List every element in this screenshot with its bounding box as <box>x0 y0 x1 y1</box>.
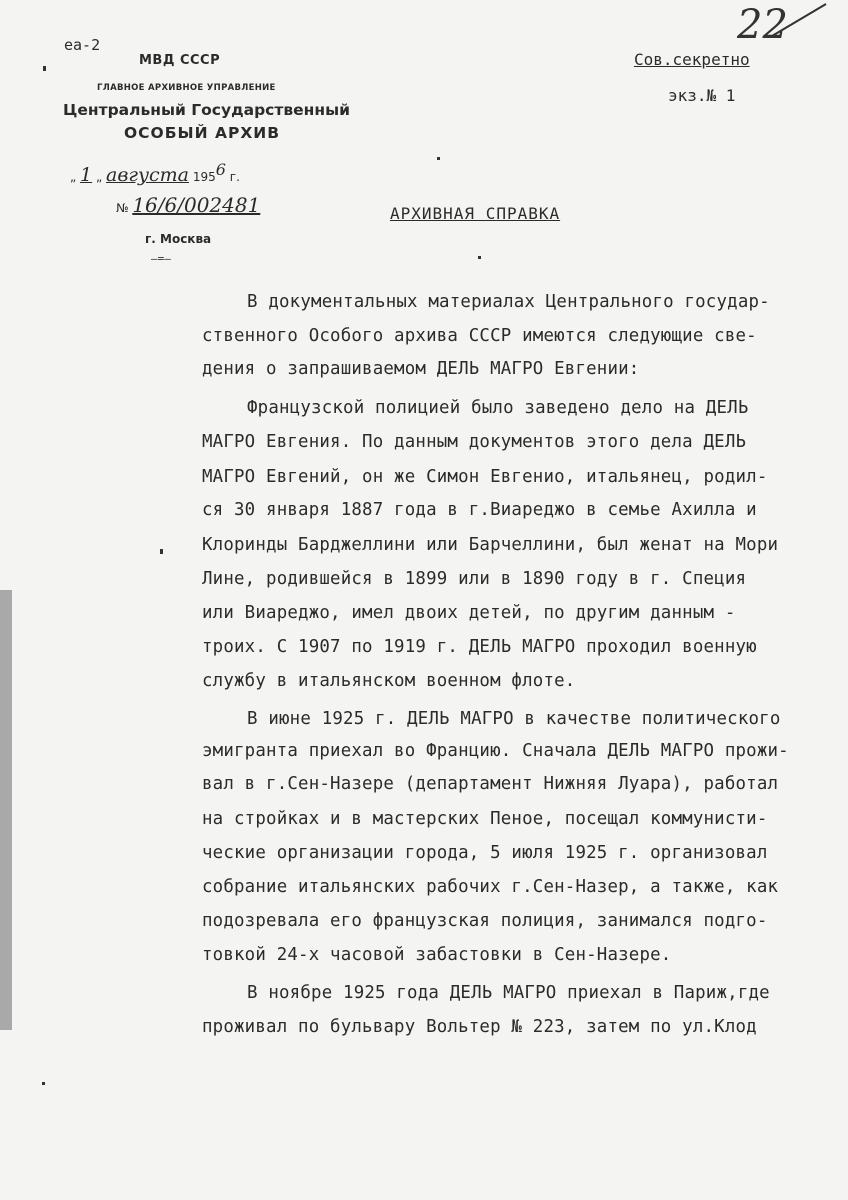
classification-label: Сов.секретно <box>634 50 750 69</box>
body-line: МАГРО Евгений, он же Симон Евгенио, итальянец, родил- <box>202 467 768 487</box>
date-year-digit-handwritten: 6 <box>215 160 226 179</box>
body-line: службу в итальянском военном флоте. <box>202 671 576 691</box>
date-quote: „ <box>70 170 77 184</box>
body-line: или Виареджо, имел двоих детей, по другим данным - <box>202 603 736 623</box>
punch-mark <box>43 66 46 71</box>
archive-name-line2: ОСОБЫЙ АРХИВ <box>124 124 281 142</box>
number-prefix: № <box>116 201 129 215</box>
reference-code: ea-2 <box>64 36 101 54</box>
punch-mark <box>478 256 481 259</box>
punch-mark <box>160 549 163 554</box>
document-title: АРХИВНАЯ СПРАВКА <box>390 204 561 223</box>
body-line: В документальных материалах Центрального государ- <box>247 292 770 312</box>
stamp-dash: —=— <box>151 252 171 265</box>
body-line: Клоринды Барджеллини или Барчеллини, был женат на Мори <box>202 535 779 555</box>
department-name: ГЛАВНОЕ АРХИВНОЕ УПРАВЛЕНИЕ <box>97 83 276 93</box>
body-line: на стройках и в мастерских Пеное, посещал коммунисти- <box>202 809 768 829</box>
date-year-prefix: 195 <box>192 170 216 184</box>
body-line: подозревала его французская полиция, занимался подго- <box>202 911 768 931</box>
body-line: товкой 24-х часовой забастовки в Сен-Назере. <box>202 945 672 965</box>
scan-edge-shadow <box>0 590 12 1030</box>
body-line: дения о запрашиваемом ДЕЛЬ МАГРО Евгении: <box>202 359 640 379</box>
date-year-suffix: г. <box>229 170 240 184</box>
body-line: вал в г.Сен-Назере (департамент Нижняя Луара), работал <box>202 774 779 794</box>
body-line: В июне 1925 г. ДЕЛЬ МАГРО в качестве политического <box>247 709 781 729</box>
stamp-city: г. Москва <box>145 232 212 246</box>
folio-strike-mark <box>770 0 830 40</box>
punch-mark <box>437 157 440 160</box>
body-line: ся 30 января 1887 года в г.Виареджо в семье Ахилла и <box>202 500 757 520</box>
body-line: собрание итальянских рабочих г.Сен-Назер, а также, как <box>202 877 779 897</box>
punch-mark <box>42 1082 45 1085</box>
body-line: ственного Особого архива СССР имеются следующие све- <box>202 326 757 346</box>
date-separator: „ <box>95 170 103 184</box>
copy-number: экз.№ 1 <box>668 86 736 105</box>
body-line: Французской полицией было заведено дело на ДЕЛЬ <box>247 398 749 418</box>
body-line: Лине, родившейся в 1899 или в 1890 году в г. Специя <box>202 569 747 589</box>
body-line: ческие организации города, 5 июля 1925 г. организовал <box>202 843 768 863</box>
body-line: МАГРО Евгения. По данным документов этого дела ДЕЛЬ <box>202 432 747 452</box>
body-line: троих. С 1907 по 1919 г. ДЕЛЬ МАГРО проходил военную <box>202 637 757 657</box>
number-value-handwritten: 16/6/002481 <box>132 193 261 217</box>
body-line: эмигранта приехал во Францию. Сначала ДЕЛЬ МАГРО прожи- <box>202 741 789 761</box>
body-line: В ноябре 1925 года ДЕЛЬ МАГРО приехал в Париж,где <box>247 983 770 1003</box>
archive-name-line1: Центральный Государственный <box>63 101 350 119</box>
date-day-handwritten: 1 <box>80 164 93 186</box>
stamp-number <box>116 193 260 217</box>
ministry-name: МВД СССР <box>139 53 221 68</box>
stamp-date <box>70 160 240 186</box>
folio-number-handwritten: 22 <box>737 2 788 48</box>
body-line: проживал по бульвару Вольтер № 223, затем по ул.Клод <box>202 1017 757 1037</box>
date-month-handwritten: августа <box>106 164 190 186</box>
